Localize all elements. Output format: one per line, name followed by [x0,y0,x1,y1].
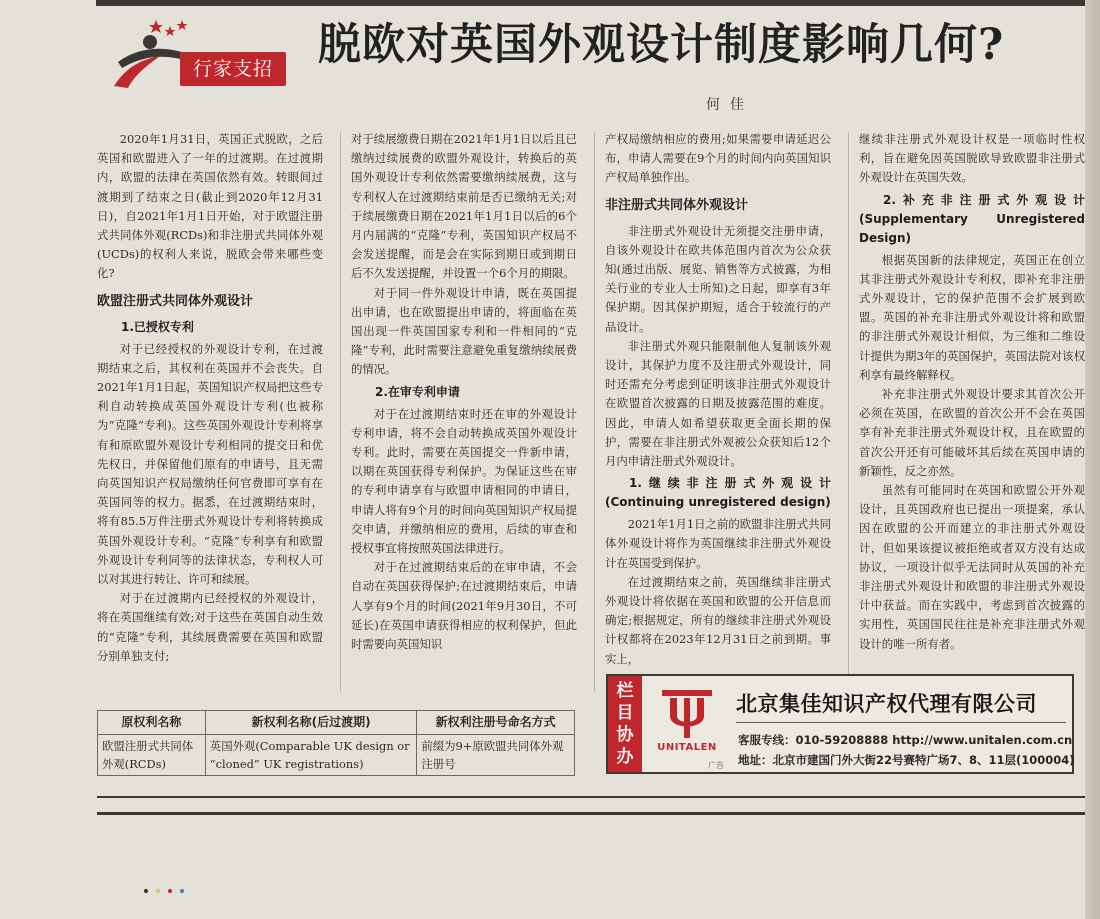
bottom-rule [97,812,1085,815]
paragraph: 对于已经授权的外观设计专利，在过渡期结束之后，其权利在英国并不会丧失。自2021年1月1日起，英国知识产权局把这些专利自动转换成英国外观设计专利(也被称为“克隆”专利)。这些英国外观设计专利将享有和原欧盟外观设计专利相同的提交日和优先权日，并保留他们原有的申请号，且无需向英国知识产权局缴纳任何官费即可享有在英国同等的权力。据悉，在过渡期结束时，将有85.5万件注册式外观设计专利将转换成英国外观设计专利。“克隆”专利享有和欧盟外观设计专利同等的法律状态，专利权人可以对其进行转让、许可和续展。 [97,341,323,587]
column-tag: 行家支招 [180,52,286,86]
sponsor-label-char: 目 [616,703,634,723]
sponsor-label-char: 协 [616,725,634,745]
bottom-rule [97,796,1085,798]
table-cell: 英国外观(Comparable UK design or “cloned” UK registrations) [205,735,417,776]
logo-text: UNITALEN [657,742,717,753]
paragraph: 对于续展缴费日期在2021年1月1日以后且已缴纳过续展费的欧盟外观设计，转换后的英国外观设计专利依然需要缴纳续展费，这与专利权人在过渡期结束前是否已缴纳无关;对于续展缴费日期在2021年1月1日以后的6个月内届满的“克隆”专利，英国知识产权局不会发送提醒，而是会在实际到期日或到期日后不久发送提醒，并设置一个6个月的期限。 [351,132,577,281]
column-divider [848,132,849,692]
table-header: 新权利注册号命名方式 [417,711,575,735]
subsection-heading: 2.在审专利申请 [375,384,460,399]
paragraph: 根据英国新的法律规定，英国正在创立其非注册式外观设计专利权，即补充非注册式外观设计，它的保护范围不会扩展到欧盟。英国的补充非注册式外观设计将和欧盟的非注册式外观设计相似，为三维和二维设计提供为期3年的英国保护，英国法院对该权利享有最终解释权。 [859,252,1085,382]
subsection-heading: 1.继续非注册式外观设计(Continuing unregistered design) [605,476,831,510]
table-cell: 欧盟注册式共同体外观(RCDs) [98,735,206,776]
top-rule [96,0,1086,6]
section-heading: 欧盟注册式共同体外观设计 [97,293,254,309]
ad-note: 广告 [708,761,724,770]
section-heading: 非注册式共同体外观设计 [605,197,749,213]
page-title: 脱欧对英国外观设计制度影响几何? [318,20,1005,70]
sponsor-label-char: 栏 [616,681,634,701]
paragraph: 对于同一件外观设计申请，既在英国提出申请，也在欧盟提出申请的，将面临在英国出现一件英国国家专利和一件相同的“克隆”专利，此时需要注意避免重复缴纳续展费的情况。 [351,285,577,377]
paragraph: 对于在过渡期结束后的在审申请，不会自动在英国获得保护;在过渡期结束后，申请人享有9个月的时间(2021年9月30日，不可延长)在英国申请获得相应的权利保护，但此时需要向英国知识 [351,560,577,652]
paragraph: 对于在过渡期结束时还在审的外观设计专利申请，将不会自动转换成英国外观设计专利。此时，需要在英国提交一件新申请，以期在英国获得专利保护。为保证这些在审的专利申请享有与欧盟申请相同的申请日，申请人将有9个月的时间向英国知识产权局提交申请，并缴纳相应的费用，后续的审查和授权事宜将按照英国法律进行。 [351,406,577,556]
page-edge [1085,0,1100,919]
article-column-2 [351,130,577,700]
paragraph: 补充非注册式外观设计要求其首次公开必须在英国，在欧盟的首次公开不会在英国享有补充非注册式外观设计权，且在欧盟的首次公开还有可能破坏其后续在英国申请的新颖性，反之亦然。 [859,387,1085,478]
hotline-text: 客服专线：010-59208888 http://www.unitalen.com.cn [738,733,1073,747]
sponsor-label [608,676,642,772]
paragraph: 对于在过渡期内已经授权的外观设计，将在英国继续有效;对于这些在英国自动生效的“克隆”专利，其续展费需要在英国和欧盟分别单独支付; [97,591,323,663]
table-row [98,735,575,776]
table-header-row [98,711,575,735]
sponsor-label-char: 办 [616,747,634,767]
table-header: 新权利名称(后过渡期) [205,711,417,735]
table-cell: 前缀为9+原欧盟共同体外观注册号 [417,735,575,776]
paragraph: 非注册式外观只能限制他人复制该外观设计，其保护力度不及注册式外观设计，同时还需充分考虑到证明该非注册式外观设计在欧盟首次披露的日期及披露范围的难度。因此，申请人如希望获取更全面长期的保护，需要在非注册式外观被公众获知后12个月内申请注册式外观设计。 [605,338,831,469]
column-divider [340,132,341,692]
address-text: 地址：北京市建国门外大街22号赛特广场7、8、11层(100004) [738,753,1075,767]
unitalen-logo-icon [652,686,722,742]
unitalen-logo [652,686,722,766]
paragraph: 2020年1月31日，英国正式脱欧，之后英国和欧盟进入了一年的过渡期。在过渡期内，欧盟的法律在英国依然有效。转眼间过渡期到了结束之日(截止到2020年12月31日)，自2021年1月1日开始，对于欧盟注册式共同体外观(RCDs)和非注册式共同体外观(UCDs)的权利人来说，脱欧会带来哪些变化? [97,132,323,281]
paragraph: 继续非注册式外观设计权是一项临时性权利，旨在避免因英国脱欧导致欧盟非注册式外观设计在英国失效。 [859,132,1085,185]
company-name: 北京集佳知识产权代理有限公司 [736,692,1037,716]
article-column-4 [859,130,1085,670]
subsection-heading: 2.补充非注册式外观设计(Supplementary Unregistered Design) [859,192,1085,245]
column-divider [594,132,595,692]
article-column-3 [605,130,831,670]
ad-divider [736,722,1066,723]
author-byline: 何佳 [706,97,754,113]
registration-marks-icon [140,888,200,894]
article-column-1 [97,130,323,700]
paragraph: 产权局缴纳相应的费用;如果需要申请延迟公布，申请人需要在9个月的时间内向英国知识产权局单独作出。 [605,132,831,185]
table-header: 原权利名称 [98,711,206,735]
paragraph: 非注册式外观设计无须提交注册申请，自该外观设计在欧共体范围内首次为公众获知(通过出版、展览、销售等方式披露，为相关行业的专业人士所知)之日起，即享有3年保护期。因其保护期短，适合于较流行的产品设计。 [605,223,831,334]
rights-conversion-table [97,710,575,776]
column-badge [110,16,290,88]
paragraph: 2021年1月1日之前的欧盟非注册式共同体外观设计将作为英国继续非注册式外观设计在英国受到保护。 [605,517,831,570]
paragraph: 在过渡期结束之前，英国继续非注册式外观设计将依据在英国和欧盟的公开信息而确定;根据规定，所有的继续非注册式外观设计权都将在2023年12月31日之前到期。事实上， [605,574,831,666]
sponsor-advertisement [606,674,1074,774]
subsection-heading: 1.已授权专利 [121,319,194,334]
paragraph: 虽然有可能同时在英国和欧盟公开外观设计，且英国政府也已提出一项提案，承认因在欧盟的公开而建立的非注册式外观设计，但如果该提议被拒绝或者双方没有达成协议，一项设计似乎无法同时从英国的补充非注册式外观设计和欧盟的非注册式外观设计中获益。而在实践中，考虑到首次披露的实用性，英国国民往往是补充非注册式外观设计的唯一所有者。 [859,483,1085,651]
